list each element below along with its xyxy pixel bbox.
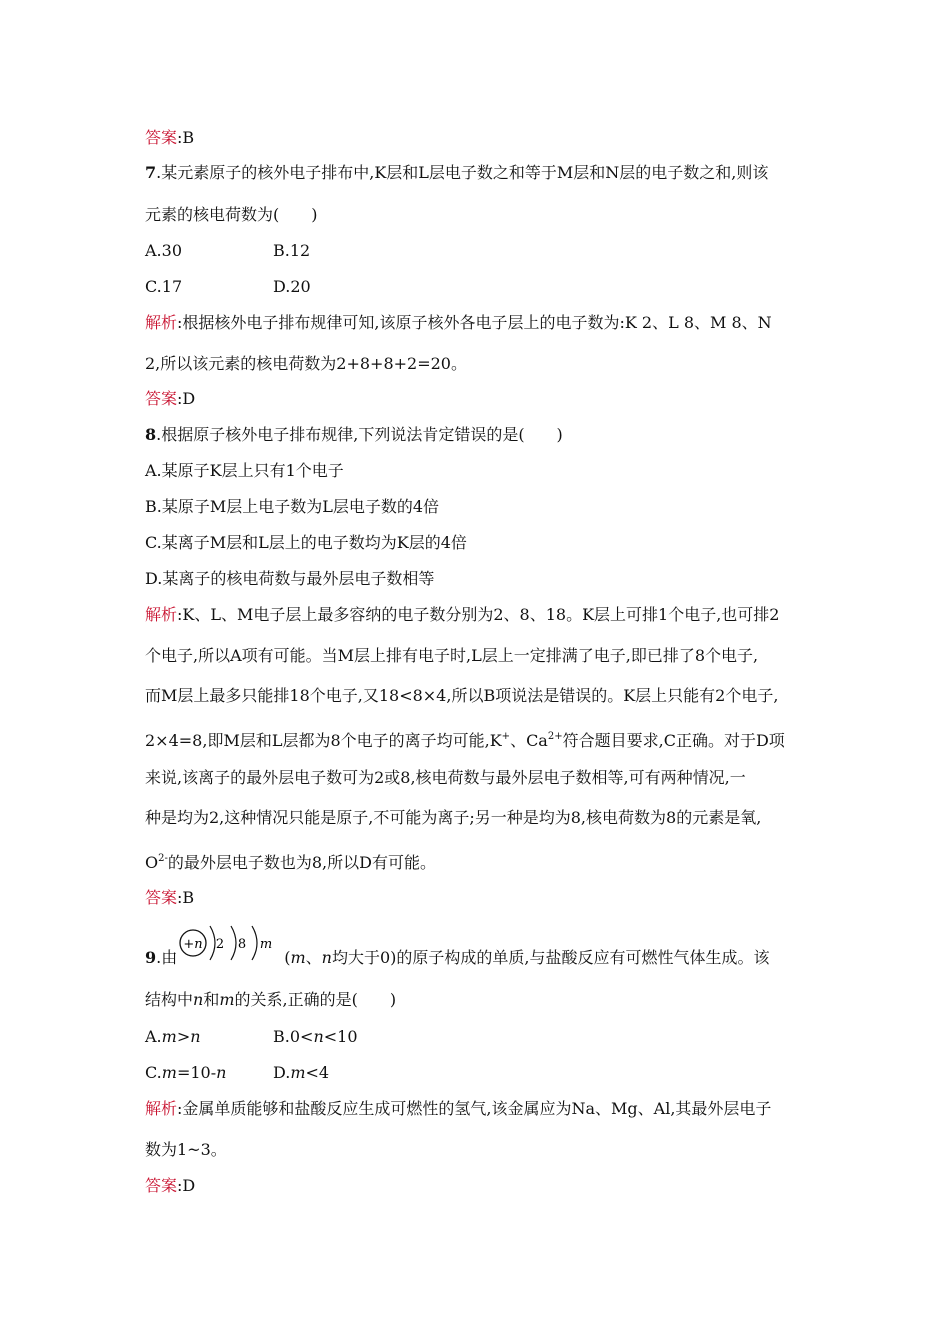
- nucleus-charge: +n: [183, 937, 203, 952]
- q9-stem-line-1: [145, 948, 770, 968]
- var-n: n: [190, 1027, 201, 1046]
- var-n: n: [193, 990, 204, 1009]
- q8-number: 8: [145, 425, 157, 444]
- q7-number: 7: [145, 163, 157, 182]
- q8-option-d: D.某离子的核电荷数与最外层电子数相等: [145, 569, 435, 588]
- q6-answer: [145, 128, 194, 148]
- q8-option-a: A.某原子K层上只有1个电子: [145, 461, 344, 480]
- var-n: n: [216, 1063, 227, 1082]
- q9-analysis-line-1: [145, 1099, 771, 1119]
- var-m: m: [161, 1027, 177, 1046]
- q9-stem-text-2c: 的关系,正确的是( ): [234, 990, 397, 1009]
- analysis-label: 解析: [145, 1099, 178, 1118]
- q8-analysis-text-7b: 的最外层电子数也为8,所以D有可能。: [167, 853, 436, 872]
- q8-analysis-line-1: [145, 605, 780, 625]
- q8-analysis-line-2: 个电子,所以A项有可能。当M层上排有电子时,L层上一定排满了电子,即已排了8个电子,: [145, 646, 759, 665]
- superscript: 2-: [158, 853, 168, 864]
- q8-analysis-line-3: 而M层上最多只能排18个电子,又18<8×4,所以B项说法是错误的。K层上只能有2个电子,: [145, 686, 779, 705]
- option-prefix: A.: [145, 1027, 162, 1046]
- var-m: m: [219, 990, 235, 1009]
- q9-option-d: [273, 1063, 329, 1083]
- q8-option-c: C.某离子M层和L层上的电子数均为K层的4倍: [145, 533, 467, 552]
- q8-analysis-line-7: [145, 849, 436, 873]
- q6-answer-value: :B: [177, 128, 195, 147]
- q9-answer: [145, 1176, 195, 1196]
- q8-stem: [145, 425, 563, 445]
- q9-answer-value: :D: [177, 1176, 196, 1195]
- q7-analysis-line-2: 2,所以该元素的核电荷数为2+8+8+2=20。: [145, 354, 467, 373]
- q8-analysis-text-4b: 、Ca: [510, 731, 548, 750]
- q7-stem-text-1: .某元素原子的核外电子排布中,K层和L层电子数之和等于M层和N层的电子数之和,则该: [156, 163, 769, 182]
- q8-analysis-text-4a: 2×4=8,即M层和L层都为8个电子的离子均可能,K: [145, 731, 502, 750]
- q9-options-row-2: [145, 1063, 330, 1083]
- answer-label: 答案: [145, 888, 178, 907]
- q7-stem-line-1: [145, 163, 768, 183]
- q9-option-a: [145, 1027, 201, 1046]
- var-m: m: [290, 1063, 306, 1082]
- q9-number: 9: [145, 948, 157, 967]
- var-m: m: [161, 1063, 177, 1082]
- q9-stem-text-1a: .由: [156, 948, 178, 967]
- q8-answer: [145, 888, 194, 908]
- q8-analysis-line-5: 来说,该离子的最外层电子数可为2或8,核电荷数与最外层电子数相等,可有两种情况,一: [145, 768, 746, 787]
- analysis-label: 解析: [145, 605, 178, 624]
- q8-answer-value: :B: [177, 888, 195, 907]
- option-prefix: B.0<: [273, 1027, 314, 1046]
- q8-stem-text: .根据原子核外电子排布规律,下列说法肯定错误的是( ): [156, 425, 563, 444]
- q7-options-row-1: [145, 241, 311, 261]
- q8-analysis-text-4c: 符合题目要求,C正确。对于D项: [562, 731, 785, 750]
- analysis-label: 解析: [145, 313, 178, 332]
- q9-stem-text-2b: 和: [203, 990, 220, 1009]
- option-prefix: C.: [145, 1063, 162, 1082]
- q8-analysis-line-4: [145, 727, 785, 751]
- q8-analysis-text-7a: O: [145, 853, 159, 872]
- var-n: n: [313, 1027, 324, 1046]
- q8-analysis-line-6: 种是均为2,这种情况只能是原子,不可能为离子;另一种是均为8,核电荷数为8的元素是氧,: [145, 808, 762, 827]
- q9-option-c: [145, 1063, 226, 1082]
- q7-option-d: D.20: [273, 277, 311, 296]
- q7-analysis-text-1: :根据核外电子排布规律可知,该原子核外各电子层上的电子数为:K 2、L 8、M 8、N: [177, 313, 772, 332]
- q9-stem-line-2: [145, 990, 396, 1010]
- q8-option-b: B.某原子M层上电子数为L层电子数的4倍: [145, 497, 440, 516]
- answer-label: 答案: [145, 389, 178, 408]
- q7-answer: [145, 389, 195, 409]
- q7-option-a: A.30: [145, 241, 182, 260]
- q7-stem-line-2: 元素的核电荷数为( ): [145, 205, 318, 224]
- q9-analysis-text-1: :金属单质能够和盐酸反应生成可燃性的氢气,该金属应为Na、Mg、Al,其最外层电子: [177, 1099, 772, 1118]
- shell-2-electrons: 8: [237, 937, 247, 952]
- operator: >: [176, 1027, 191, 1046]
- shell-3-electrons: m: [259, 937, 273, 952]
- q7-analysis-line-1: [145, 313, 772, 333]
- superscript: +: [501, 731, 511, 742]
- q9-option-b: [273, 1027, 358, 1047]
- superscript: 2+: [547, 731, 563, 742]
- q9-stem-text-1c: 、: [305, 948, 322, 967]
- option-suffix: <10: [323, 1027, 358, 1046]
- var-m: m: [290, 948, 306, 967]
- var-n: n: [321, 948, 332, 967]
- q8-analysis-text-1: :K、L、M电子层上最多容纳的电子数分别为2、8、18。K层上可排1个电子,也可排2: [177, 605, 780, 624]
- q9-analysis-line-2: 数为1~3。: [145, 1140, 227, 1159]
- q9-stem-text-1b: (: [284, 948, 291, 967]
- shell-1-electrons: 2: [215, 937, 225, 952]
- q9-stem-text-2a: 结构中: [145, 990, 194, 1009]
- q7-answer-value: :D: [177, 389, 196, 408]
- option-prefix: D.: [273, 1063, 291, 1082]
- q9-stem-text-1d: 均大于0)的原子构成的单质,与盐酸反应有可燃性气体生成。该: [331, 948, 770, 967]
- q7-option-c: C.17: [145, 277, 183, 296]
- option-suffix: <4: [305, 1063, 330, 1082]
- q9-options-row-1: [145, 1027, 358, 1047]
- q7-option-b: B.12: [273, 241, 311, 260]
- q7-options-row-2: [145, 277, 311, 297]
- operator: =10-: [176, 1063, 217, 1082]
- answer-label: 答案: [145, 128, 178, 147]
- answer-label: 答案: [145, 1176, 178, 1195]
